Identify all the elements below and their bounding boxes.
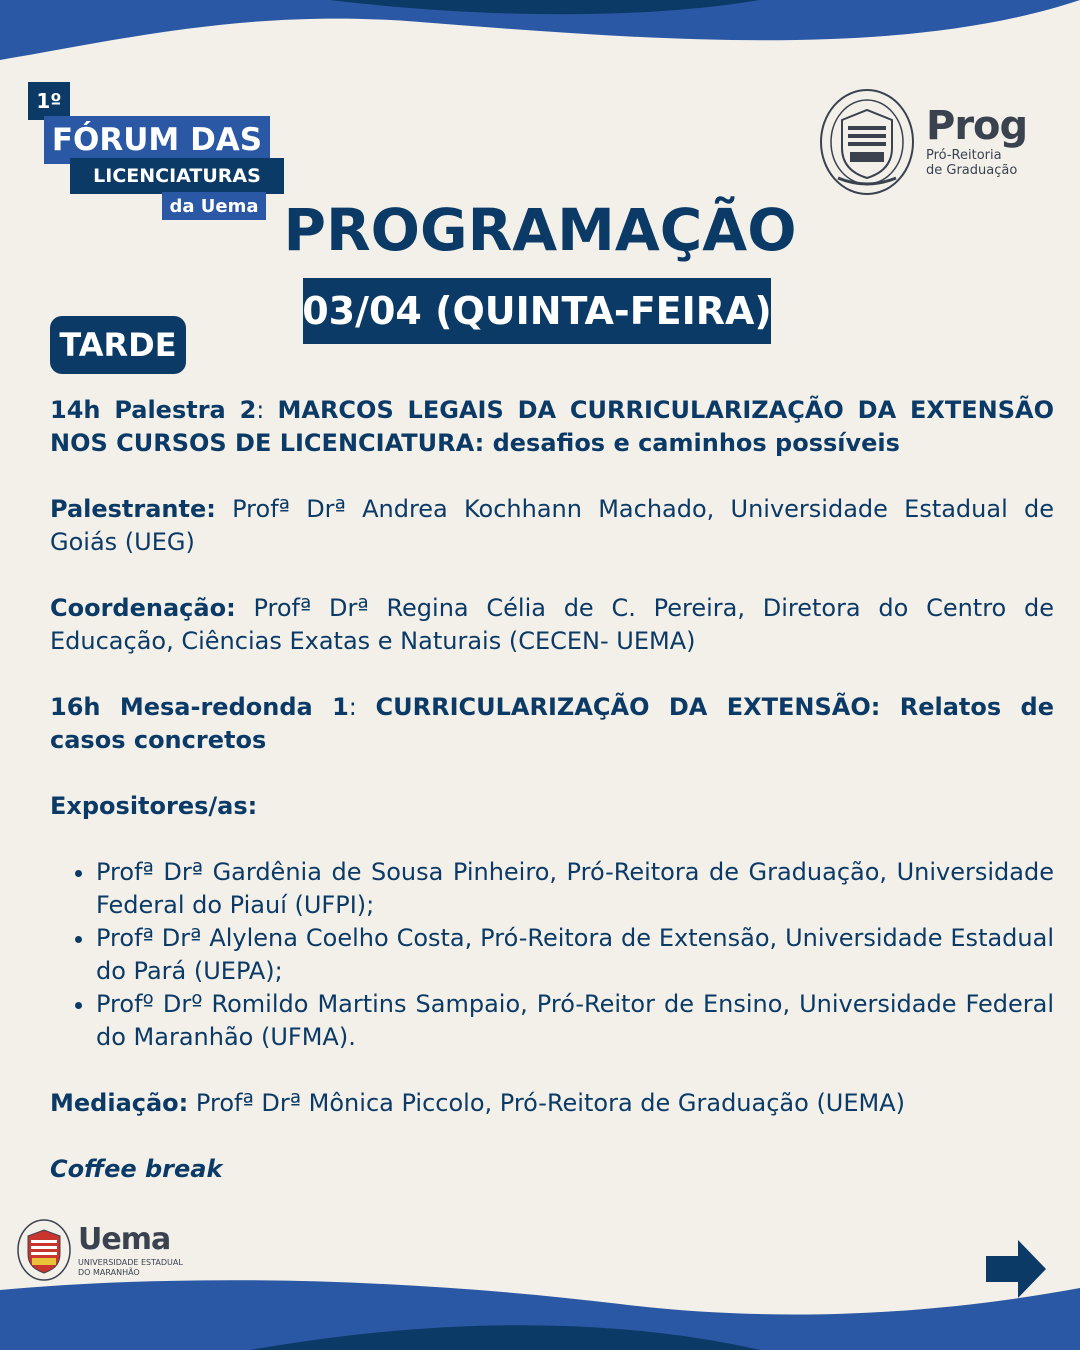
forum-line1: FÓRUM DAS [44, 116, 270, 164]
talk1-speaker [50, 493, 1054, 559]
period-badge: TARDE [50, 316, 186, 374]
mediacao-text: Profª Drª Mônica Piccolo, Pró-Reitora de Graduação (UEMA) [195, 1089, 906, 1117]
university-seal-icon [818, 86, 916, 198]
expositores-heading [50, 790, 1054, 823]
list-item: • Profª Drª Alylena Coelho Costa, Pró-Reitora de Extensão, Universidade Estadual do Pará (UEPA); [96, 922, 1054, 988]
panel1-subject: CURRICULARIZAÇÃO DA EXTENSÃO: Relatos de casos concretos [50, 693, 1054, 754]
list-item: • Profº Drº Romildo Martins Sampaio, Pró-Reitor de Ensino, Universidade Federal do Maranhão (UFMA). [96, 988, 1054, 1054]
talk1-subject: MARCOS LEGAIS DA CURRICULARIZAÇÃO DA EXTENSÃO NOS CURSOS DE LICENCIATURA: desafios e caminhos possíveis [50, 396, 1054, 457]
top-wave-decoration [0, 0, 1080, 70]
panel1-heading: 16h Mesa-redonda 1: CURRICULARIZAÇÃO DA EXTENSÃO: Relatos de casos concretos [50, 693, 1054, 754]
prog-title: Prog [926, 103, 1028, 149]
coord-label: Coordenação: [50, 594, 236, 622]
expositores-label: Expositores/as: [50, 792, 258, 820]
prog-logo [926, 104, 1027, 178]
mediation [50, 1087, 1054, 1120]
speaker-label: Palestrante: [50, 495, 216, 523]
prog-subtitle-1: Pró-Reitoria [926, 148, 1002, 163]
uema-title: Uema [78, 1222, 171, 1257]
coord-text: Profª Drª Regina Célia de C. Pereira, Diretora do Centro de Educação, Ciências Exatas e Naturais (CECEN- UEMA) [50, 594, 1054, 655]
list-item: • Profª Drª Gardênia de Sousa Pinheiro, Pró-Reitora de Graduação, Universidade Federal do Piauí (UFPI); [96, 856, 1054, 922]
schedule-content [50, 394, 1054, 1186]
uema-subtitle: UNIVERSIDADE ESTADUAL DO MARANHÃO [78, 1258, 183, 1277]
prog-subtitle-2: de Graduação [926, 163, 1018, 178]
forum-line3: da Uema [162, 192, 266, 220]
expositores-list [50, 856, 1054, 1054]
forum-line2: LICENCIATURAS [70, 158, 284, 194]
panel1-time-title: 16h Mesa-redonda 1 [50, 693, 349, 721]
bottom-wave-decoration [0, 1270, 1080, 1350]
speaker-text: Profª Drª Andrea Kochhann Machado, Universidade Estadual de Goiás (UEG) [50, 495, 1054, 556]
mediacao-label: Mediação: [50, 1089, 189, 1117]
talk1-coordination [50, 592, 1054, 658]
page-title: PROGRAMAÇÃO [283, 196, 797, 264]
talk1-time-title: 14h Palestra 2 [50, 396, 257, 424]
date-banner: 03/04 (QUINTA-FEIRA) [303, 278, 771, 344]
coffee-break: Coffee break [50, 1155, 223, 1183]
talk1-heading: 14h Palestra 2: MARCOS LEGAIS DA CURRICULARIZAÇÃO DA EXTENSÃO NOS CURSOS DE LICENCIATURA: desafios e caminhos possíveis [50, 396, 1054, 457]
forum-edition: 1º [28, 82, 70, 120]
